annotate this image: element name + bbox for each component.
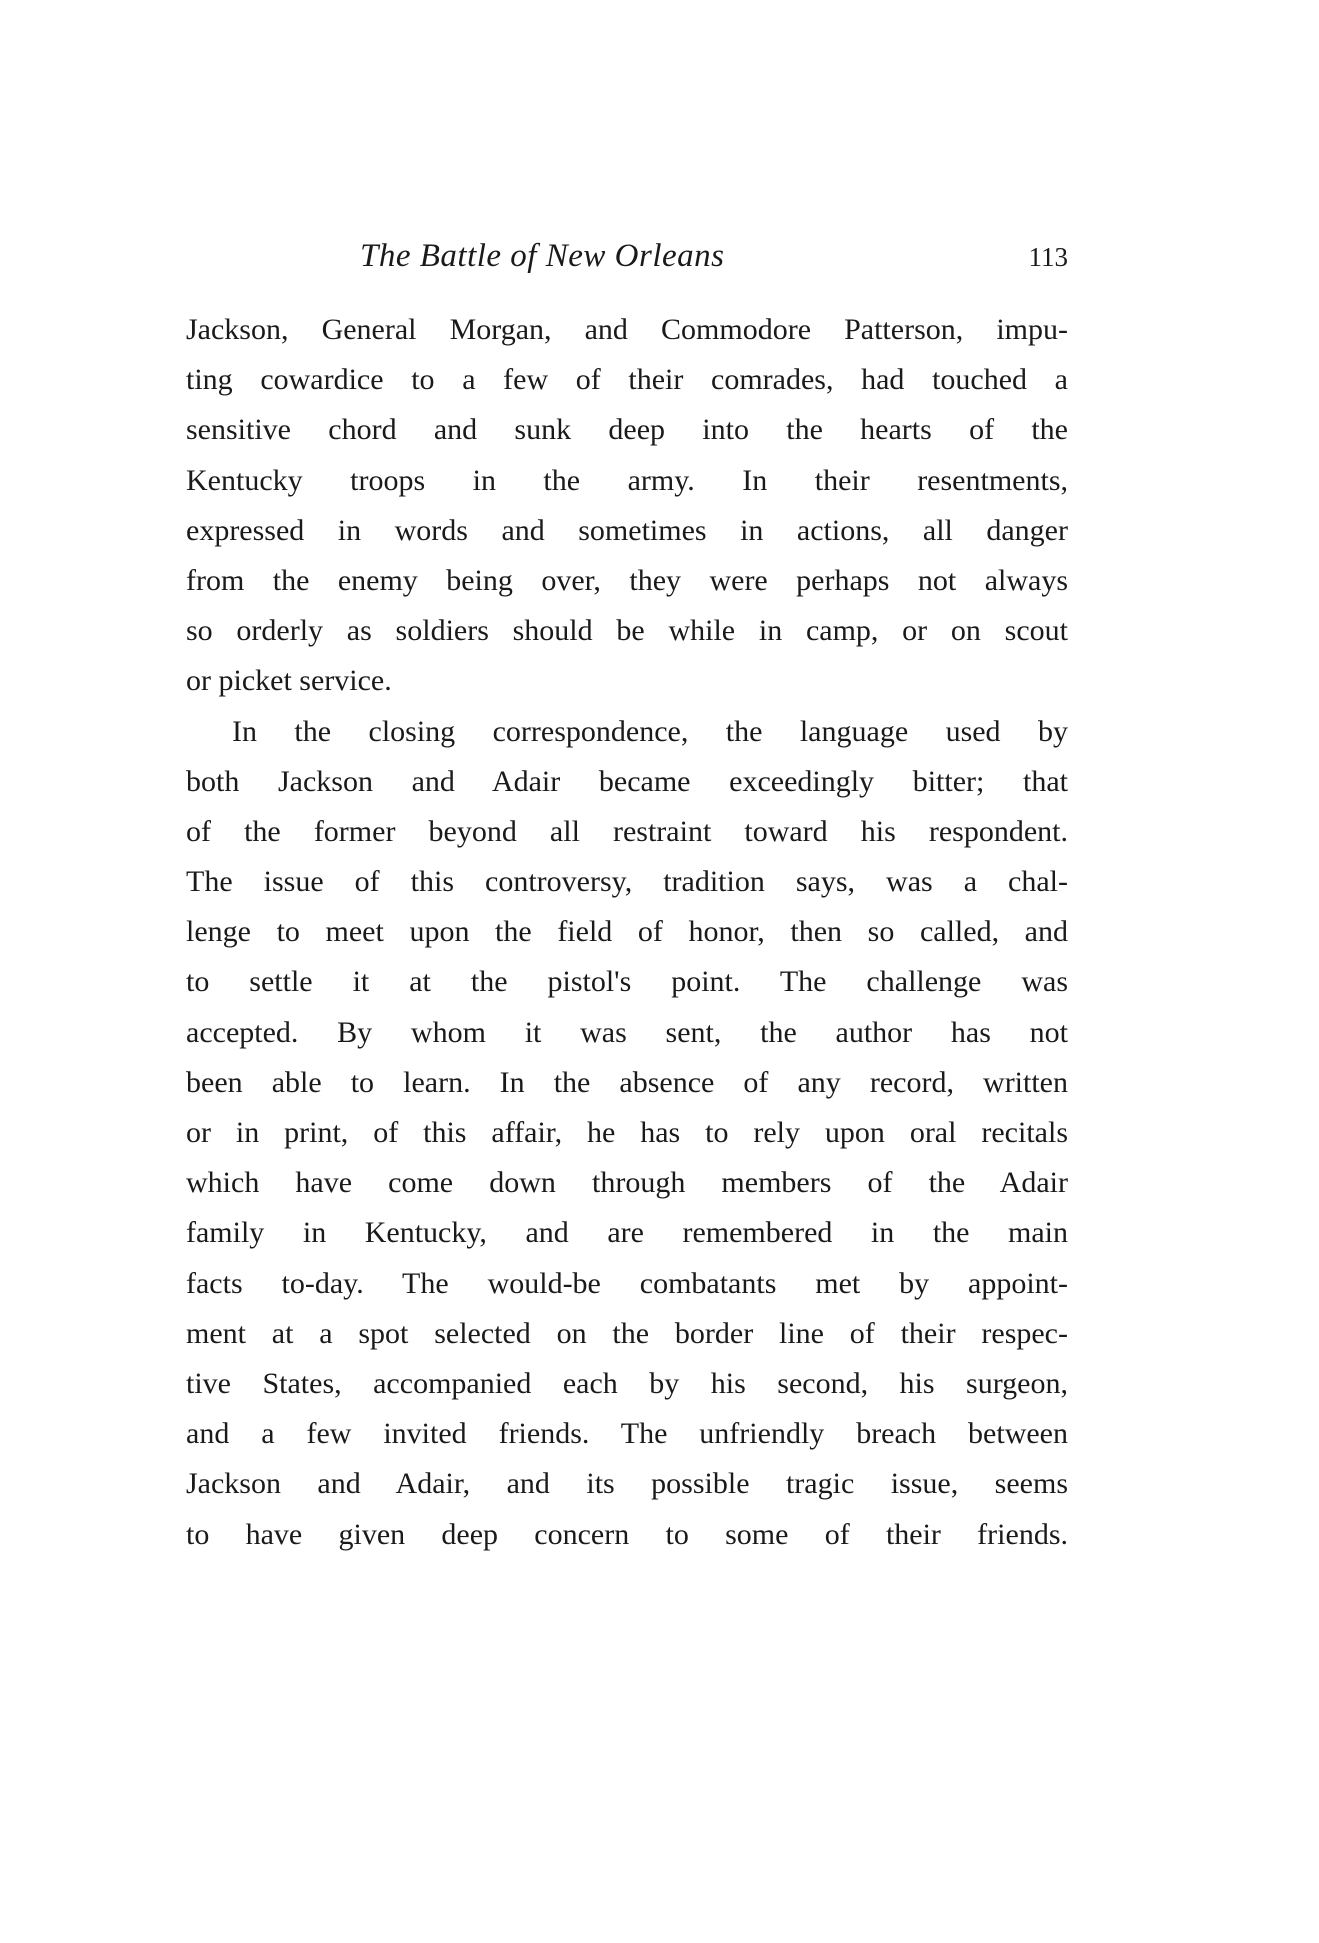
- text-line: to settle it at the pistol's point. The challenge was: [186, 965, 1068, 999]
- paragraph: [186, 707, 1068, 1560]
- running-title: The Battle of New Orleans: [360, 238, 725, 274]
- text-line: so orderly as soldiers should be while in camp, or on scout: [186, 614, 1068, 648]
- text-line: The issue of this controversy, tradition says, was a chal-: [186, 865, 1068, 899]
- text-line: sensitive chord and sunk deep into the hearts of the: [186, 413, 1068, 447]
- text-line: lenge to meet upon the field of honor, then so called, and: [186, 915, 1068, 949]
- text-line: or picket service.: [186, 664, 392, 698]
- text-line: been able to learn. In the absence of any record, written: [186, 1065, 1068, 1099]
- body-text: [186, 305, 1068, 1560]
- text-line: to have given deep concern to some of their friends.: [186, 1517, 1068, 1551]
- text-line: Kentucky troops in the army. In their resentments,: [186, 463, 1068, 497]
- text-line: Jackson, General Morgan, and Commodore Patterson, impu-: [186, 313, 1068, 346]
- text-line: Jackson and Adair, and its possible tragic issue, seems: [186, 1467, 1068, 1501]
- page-number: 113: [1028, 242, 1068, 272]
- text-line: of the former beyond all restraint toward his respondent.: [186, 814, 1068, 848]
- text-line: which have come down through members of the Adair: [186, 1166, 1068, 1200]
- text-line: ment at a spot selected on the border line of their respec-: [186, 1316, 1068, 1350]
- text-line: tive States, accompanied each by his second, his surgeon,: [186, 1366, 1068, 1400]
- text-line: facts to-day. The would-be combatants met by appoint-: [186, 1266, 1068, 1300]
- text-line: accepted. By whom it was sent, the author has not: [186, 1015, 1068, 1049]
- text-line: both Jackson and Adair became exceedingly bitter; that: [186, 764, 1068, 798]
- text-line: expressed in words and sometimes in actions, all danger: [186, 513, 1068, 547]
- text-line: ting cowardice to a few of their comrades, had touched a: [186, 363, 1068, 397]
- text-line: family in Kentucky, and are remembered in the main: [186, 1216, 1068, 1250]
- text-line: or in print, of this affair, he has to rely upon oral recitals: [186, 1116, 1068, 1149]
- paragraph: [186, 305, 1068, 707]
- page-header: [186, 238, 1068, 278]
- text-line: from the enemy being over, they were perhaps not always: [186, 563, 1068, 597]
- text-line: and a few invited friends. The unfriendly breach between: [186, 1417, 1068, 1451]
- text-line: In the closing correspondence, the language used by: [232, 714, 1068, 748]
